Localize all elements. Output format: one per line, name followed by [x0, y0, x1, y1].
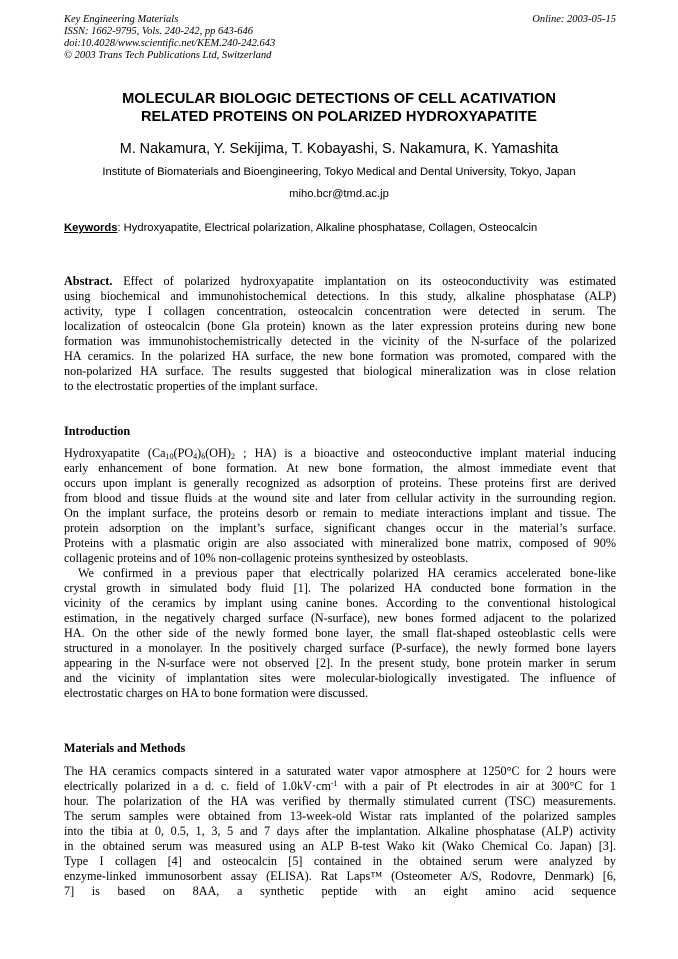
- abstract-line: activity, type I collagen concentration, osteocalcin concentration were detected in serum. The: [64, 304, 616, 318]
- methods-body: [64, 764, 616, 899]
- paragraph-line: vicinity of the ceramics by implant using canine bones. According to the conventional histological: [64, 596, 616, 610]
- paragraph-line: hour. The polarization of the HA was verified by thermally stimulated current (TSC) measurements.: [64, 794, 616, 808]
- abstract: [64, 274, 616, 394]
- paragraph-line: enzyme-linked immunosorbent assay (ELISA). Rat Laps™ (Osteometer A/S, Rodovre, Denmark) [6,: [64, 869, 616, 883]
- abstract-line: non-polarized HA surface. The results suggested that biological mineralization was in close relation: [64, 364, 616, 378]
- paragraph-line: We confirmed in a previous paper that electrically polarized HA ceramics accelerated bone-like: [78, 566, 616, 580]
- paragraph-line: occurs upon implant is generally recognized as adsorption of proteins. These proteins first are derived: [64, 476, 616, 490]
- abstract-line: HA ceramics. In the polarized HA surface, the new bone formation was promoted, compared with the: [64, 349, 616, 363]
- issn-line: ISSN: 1662-9795, Vols. 240-242, pp 643-646: [64, 26, 253, 37]
- keywords-label: Keywords: [64, 222, 118, 234]
- paragraph-line: into the tibia at 0, 0.5, 1, 3, 5 and 7 days after the implantation. Alkaline phosphatase (ALP) activity: [64, 824, 616, 838]
- online-date: Online: 2003-05-15: [532, 14, 616, 25]
- paragraph-line: from blood and tissue fluids at the wound site and later from cellular activity in the surrounding region.: [64, 491, 616, 505]
- paper-title: [40, 90, 638, 126]
- paragraph-line: The serum samples were obtained from 13-week-old Wistar rats implanted of the polarized samples: [64, 809, 616, 823]
- journal-header: [64, 14, 616, 62]
- paragraph-line: estimation, in the negatively charged surface (N-surface), new bones formed adjacent to the polarized: [64, 611, 616, 625]
- paragraph-line: crystal growth in simulated body fluid [1]. The polarized HA conducted bone formation in the: [64, 581, 616, 595]
- paragraph-line: structured in a monolayer. In the positively charged surface (P-surface), the newly formed bone layers: [64, 641, 616, 655]
- paragraph-line: The HA ceramics compacts sintered in a saturated water vapor atmosphere at 1250°C for 2 hours were: [64, 764, 616, 778]
- paragraph-line: protein adsorption on the implant’s surface, significant changes occur in the material’s surface.: [64, 521, 616, 535]
- paragraph-line: electrically polarized in a d. c. field of $1.0kV\cdot cm^{-1}$ with a pair of Pt electrodes in air at 300°C for 1: [64, 779, 616, 793]
- paragraph-line: HA. On the other side of the newly formed bone layer, the small flat-shaped osteoblastic cells were: [64, 626, 616, 640]
- paragraph-line: collagenic proteins and of 10% non-collagenic proteins synthesized by osteoblasts.: [64, 551, 469, 565]
- paragraph-line: appearing in the N-surface were not observed [2]. In the present study, bone protein marker in serum: [64, 656, 616, 670]
- paragraph-line: Type I collagen [4] and osteocalcin [5] contained in the obtained serum were analyzed by: [64, 854, 616, 868]
- paragraph-line: in the obtained serum was measured using an ALP B-test Wako kit (Wako Chemical Co. Japan) [3].: [64, 839, 616, 853]
- title-line-1: MOLECULAR BIOLOGIC DETECTIONS OF CELL ACATIVATION: [122, 91, 556, 107]
- paragraph-line: 7] is based on 8AA, a synthetic peptide with an eight amino acid sequence: [64, 884, 616, 898]
- section-heading-introduction: Introduction: [64, 424, 131, 438]
- paragraph-line: On the implant surface, the proteins desorb or remain to mediate interactions implant and tissue. The: [64, 506, 616, 520]
- affiliation: Institute of Biomaterials and Bioengineering, Tokyo Medical and Dental University, Tokyo, Japan: [102, 166, 576, 178]
- paragraph-line: electrostatic charges on HA to bone formation were discussed.: [64, 686, 369, 700]
- abstract-line: using biochemical and immunohistochemical detections. In this study, alkaline phosphatase (ALP): [64, 289, 616, 303]
- copyright-line: © 2003 Trans Tech Publications Ltd, Switzerland: [64, 50, 272, 61]
- abstract-line: localization of osteocalcin (bone Gla protein) known as the later expression proteins during new bone: [64, 319, 616, 333]
- journal-name: Key Engineering Materials: [64, 14, 179, 25]
- section-heading-methods: Materials and Methods: [64, 741, 186, 755]
- introduction-body: [64, 446, 616, 701]
- abstract-label: Abstract.: [64, 274, 113, 288]
- abstract-line: formation was immunohistochemistrically detected in the vicinity of the N-surface of the polarized: [64, 334, 616, 348]
- paragraph-line: early enhancement of bone formation. At new bone formation, the almost immediate event that: [64, 461, 616, 475]
- abstract-line: Abstract. Effect of polarized hydroxyapatite implantation on its osteoconductivity was estimated: [64, 274, 616, 288]
- contact-email[interactable]: miho.bcr@tmd.ac.jp: [289, 188, 389, 200]
- title-line-2: RELATED PROTEINS ON POLARIZED HYDROXYAPATITE: [141, 109, 537, 125]
- paragraph-line: Hydroxyapatite ($Ca_{10}(PO_4)_6(OH)_2$ ; HA) is a bioactive and osteoconductive implant material inducing: [64, 446, 617, 461]
- keywords-list: : Hydroxyapatite, Electrical polarization, Alkaline phosphatase, Collagen, Osteocalcin: [117, 222, 538, 234]
- author-list: M. Nakamura, Y. Sekijima, T. Kobayashi, S. Nakamura, K. Yamashita: [119, 141, 559, 157]
- keywords: [64, 222, 624, 234]
- paragraph-line: Proteins with a plasmatic origin are also associated with mineralized bone matrix, composed of 90%: [64, 536, 616, 550]
- paragraph-line: and the vicinity of implantation sites were molecular-biologically investigated. The influence of: [64, 671, 616, 685]
- doi-line[interactable]: doi:10.4028/www.scientific.net/KEM.240-242.643: [64, 38, 276, 49]
- abstract-line: to the electrostatic properties of the implant surface.: [64, 379, 318, 393]
